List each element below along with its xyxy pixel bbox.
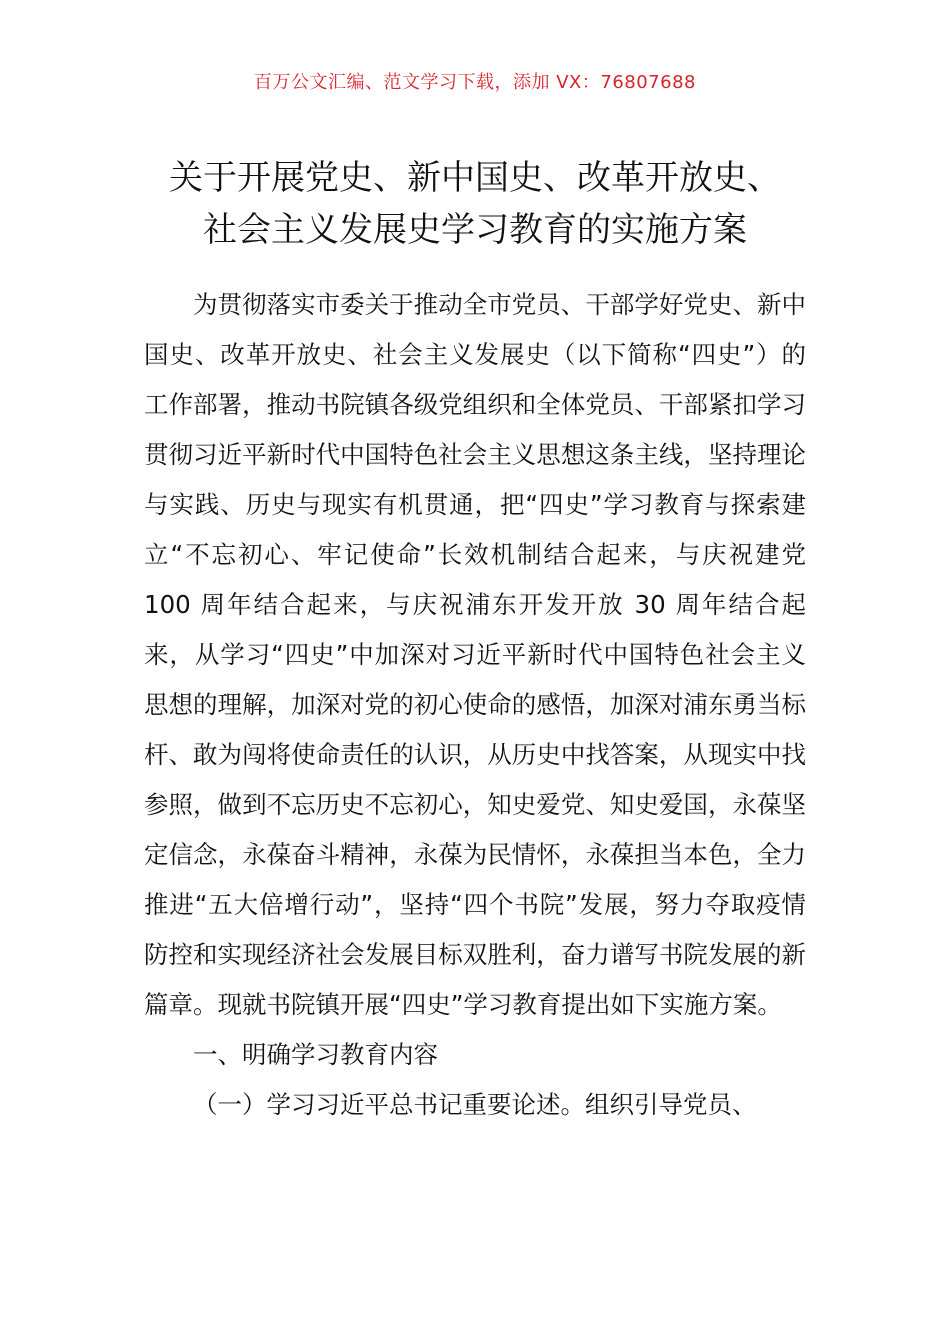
document-title	[0, 152, 950, 256]
subsection-paragraph-1: （一）学习习近平总书记重要论述。组织引导党员、	[193, 1090, 757, 1119]
title-line-1: 关于开展党史、新中国史、改革开放史、	[169, 158, 781, 198]
header-note: 百万公文汇编、范文学习下载，添加 VX：76807688	[254, 72, 696, 93]
intro-paragraph: 为贯彻落实市委关于推动全市党员、干部学好党史、新中国史、改革开放史、社会主义发展史（以下简称“四史”）的工作部署，推动书院镇各级党组织和全体党员、干部紧扣学习贯彻习近平新时代中国特色社会主义思想这条主线，坚持理论与实践、历史与现实有机贯通，把“四史”学习教育与探索建立“不忘初心、牢记使命”长效机制结合起来，与庆祝建党 100 周年结合起来，与庆祝浦东开发开放 30 周年结合起来，从学习“四史”中加深对习近平新时代中国特色社会主义思想的理解，加深对党的初心使命的感悟，加深对浦东勇当标杆、敢为闯将使命责任的认识，从历史中找答案，从现实中找参照，做到不忘历史不忘初心，知史爱党、知史爱国，永葆坚定信念，永葆奋斗精神，永葆为民情怀，永葆担当本色，全力推进“五大倍增行动”，坚持“四个书院”发展，努力夺取疫情防控和实现经济社会发展目标双胜利，奋力谱写书院发展的新篇章。现就书院镇开展“四史”学习教育提出如下实施方案。	[144, 290, 806, 1019]
section-heading-1: 一、明确学习教育内容	[193, 1040, 438, 1069]
title-line-2: 社会主义发展史学习教育的实施方案	[203, 210, 747, 250]
document-body	[144, 280, 806, 1130]
